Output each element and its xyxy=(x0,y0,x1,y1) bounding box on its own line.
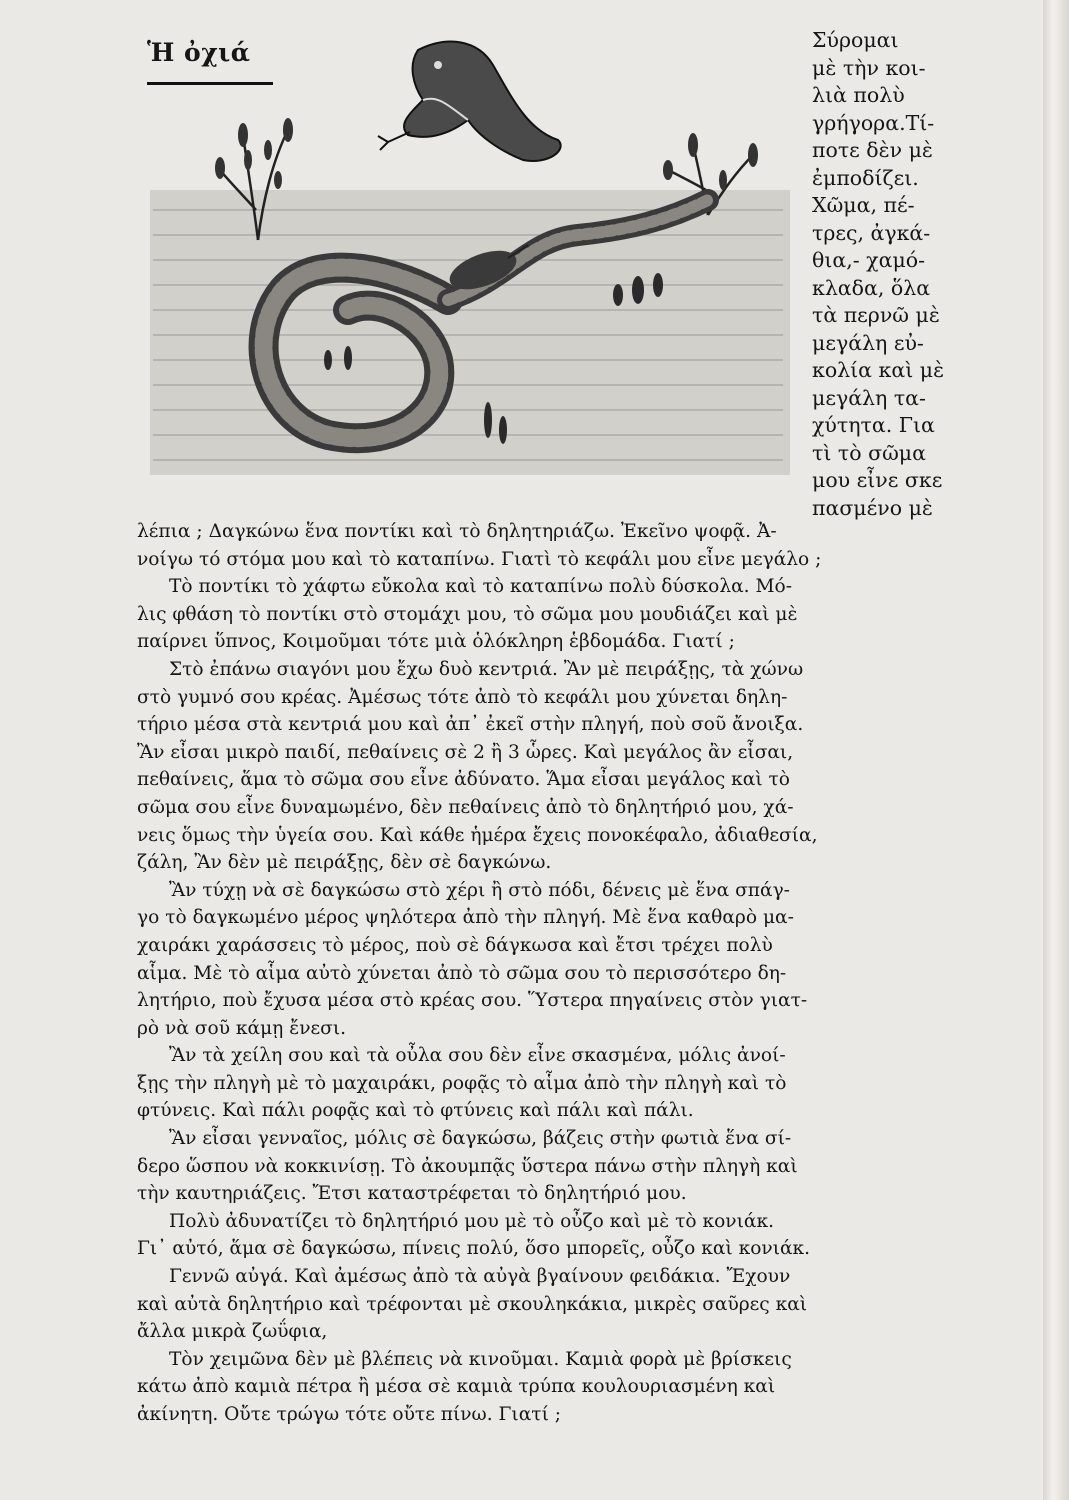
side-line: λιὰ πολὺ xyxy=(812,83,905,107)
side-line: μεγάλη τα- xyxy=(812,385,926,410)
side-line: χύτητα. Για xyxy=(812,413,935,437)
page-binding-edge xyxy=(1043,0,1069,1500)
body-line: αἷμα. Μὲ τὸ αἷμα αὐτὸ χύνεται ἀπὸ τὸ σῶμα σου τὸ περισσότερο δη- xyxy=(137,962,787,984)
body-line: λητήριο, ποὺ ἔχυσα μέσα στὸ κρέας σου. Ὕστερα πηγαίνεις στὸν γιατ- xyxy=(137,990,808,1012)
body-line: καὶ αὐτὰ δηλητήριο καὶ τρέφονται μὲ σκουληκάκια, μικρὲς σαῦρες καὶ xyxy=(137,1293,808,1315)
body-line: σῶμα σου εἶνε δυναμωμένο, δὲν πεθαίνεις ἀπὸ τὸ δηλητήριό μου, χά- xyxy=(137,796,794,818)
side-line: τρες, ἀγκά- xyxy=(812,220,931,245)
body-line: νοίγω τό στόμα μου καὶ τὸ καταπίνω. Γιατὶ τὸ κεφάλι μου εἶνε μεγάλο ; xyxy=(137,548,822,570)
body-line: Ἂν εἶσαι γενναῖος, μόλις σὲ δαγκώσω, βάζεις στὴν φωτιὰ ἕνα σί- xyxy=(169,1128,792,1150)
body-line: ἀκίνητη. Οὔτε τρώγω τότε οὔτε πίνω. Γιατί ; xyxy=(137,1404,562,1425)
side-line: τὶ τὸ σῶμα xyxy=(812,440,926,465)
body-line: Ἂν τὰ χείλη σου καὶ τὰ οὖλα σου δὲν εἶνε σκασμένα, μόλις ἀνοί- xyxy=(169,1045,786,1067)
body-line: Γεννῶ αὐγά. Καὶ ἀμέσως ἀπὸ τὰ αὐγὰ βγαίνουν φειδάκια. Ἔχουν xyxy=(169,1266,791,1288)
side-line: μου εἶνε σκε xyxy=(812,468,943,492)
page-title: Ἡ ὀχιά xyxy=(147,38,251,67)
body-line: γο τὸ δαγκωμένο μέρος ψηλότερα ἀπὸ τὴν πληγή. Μὲ ἕνα καθαρὸ μα- xyxy=(137,907,794,929)
body-line: Ἂν τύχῃ νὰ σὲ δαγκώσω στὸ χέρι ἢ στὸ πόδι, δένεις μὲ ἕνα σπάγ- xyxy=(169,879,790,901)
body-line: στὸ γυμνό σου κρέας. Ἀμέσως τότε ἀπὸ τὸ κεφάλι μου χύνεται δηλη- xyxy=(137,686,788,708)
body-line: λέπια ; Δαγκώνω ἕνα ποντίκι καὶ τὸ δηλητηριάζω. Ἐκεῖνο ψοφᾷ. Ἀ- xyxy=(137,521,777,542)
body-line: τὴν καυτηριάζεις. Ἔτσι καταστρέφεται τὸ δηλητήριό μου. xyxy=(137,1183,687,1205)
body-line: νεις ὅμως τὴν ὑγεία σου. Καὶ κάθε ἡμέρα ἔχεις πονοκέφαλο, ἀδιαθεσία, xyxy=(137,824,818,846)
body-line: ζάλη, Ἂν δὲν μὲ πειράξῃς, δὲν σὲ δαγκώνω. xyxy=(137,852,552,874)
side-line: τὰ περνῶ μὲ xyxy=(812,303,940,327)
side-line: κολία καὶ μὲ xyxy=(812,358,945,382)
side-line: θια,- χαμό- xyxy=(812,248,926,272)
body-line: δερο ὥσπου νὰ κοκκινίσῃ. Τὸ ἀκουμπᾷς ὕστερα πάνω στὴν πληγὴ καὶ xyxy=(137,1155,798,1177)
side-line: γρήγορα.Τί- xyxy=(812,110,935,135)
body-line: πεθαίνεις, ἅμα τὸ σῶμα σου εἶνε ἀδύνατο. Ἅμα εἶσαι μεγάλος καὶ τὸ xyxy=(137,769,791,791)
main-body-text xyxy=(137,518,967,1429)
body-line: Στὸ ἐπάνω σιαγόνι μου ἔχω δυὸ κεντριά. Ἂν μὲ πειράξῃς, τὰ χώνω xyxy=(169,658,804,680)
body-line: Τὸ ποντίκι τὸ χάφτω εὔκολα καὶ τὸ καταπίνω πολὺ δύσκολα. Μό- xyxy=(169,576,792,598)
right-plant-leaves xyxy=(663,133,758,190)
ground-panel xyxy=(150,190,790,475)
body-line: χαιράκι χαράσσεις τὸ μέρος, ποὺ σὲ δάγκωσα καὶ ἔτσι τρέχει πολὺ xyxy=(137,934,773,956)
body-line: τήριο μέσα στὰ κεντριά μου καὶ ἀπ᾿ ἐκεῖ στὴν πληγή, ποὺ σοῦ ἄνοιξα. xyxy=(137,714,804,736)
body-line: φτύνεις. Καὶ πάλι ροφᾷς καὶ τὸ φτύνεις καὶ πάλι καὶ πάλι. xyxy=(137,1100,694,1122)
side-line: μὲ τὴν κοι- xyxy=(812,55,926,80)
body-line: ρὸ νὰ σοῦ κάμῃ ἔνεσι. xyxy=(137,1017,347,1039)
body-line: ξῃς τὴν πληγὴ μὲ τὸ μαχαιράκι, ροφᾷς τὸ αἷμα ἀπὸ τὴν πληγὴ καὶ τὸ xyxy=(137,1072,787,1094)
body-line: Πολὺ ἀδυνατίζει τὸ δηλητήριό μου μὲ τὸ οὖζο καὶ μὲ τὸ κονιάκ. xyxy=(169,1210,774,1232)
side-line: ποτε δὲν μὲ xyxy=(812,138,933,162)
side-line: μεγάλη εὐ- xyxy=(812,330,924,355)
body-line: Ἂν εἶσαι μικρὸ παιδί, πεθαίνεις σὲ 2 ἢ 3 ὧρες. Καὶ μεγάλος ἂν εἶσαι, xyxy=(137,741,794,763)
side-line: πασμένο μὲ xyxy=(812,495,933,520)
body-line: ἄλλα μικρὰ ζωΰφια, xyxy=(137,1321,328,1343)
body-line: Τὸν χειμῶνα δὲν μὲ βλέπεις νὰ κινοῦμαι. Καμιὰ φορὰ μὲ βρίσκεις xyxy=(169,1348,792,1370)
body-line: Γι᾿ αὐτό, ἅμα σὲ δαγκώσω, πίνεις πολύ, ὅσο μπορεῖς, οὖζο καὶ κονιάκ. xyxy=(137,1238,811,1260)
body-line: κάτω ἀπὸ καμιὰ πέτρα ἢ μέσα σὲ καμιὰ τρύπα κουλουριασμένη καὶ xyxy=(137,1376,776,1398)
side-column-text xyxy=(812,27,967,522)
side-line: Χῶμα, πέ- xyxy=(812,193,915,217)
side-line: κλαδα, ὅλα xyxy=(812,275,931,300)
side-line: ἐμποδίζει. xyxy=(812,165,919,190)
body-line: παίρνει ὕπνος, Κοιμοῦμαι τότε μιὰ ὁλόκληρη ἑβδομάδα. Γιατί ; xyxy=(137,631,735,653)
body-line: λις φθάση τὸ ποντίκι στὸ στομάχι μου, τὸ σῶμα μου μουδιάζει καὶ μὲ xyxy=(137,603,798,625)
side-line: Σύρομαι xyxy=(812,28,899,52)
viper-illustration xyxy=(148,40,808,480)
snake-head-inset xyxy=(378,42,561,161)
